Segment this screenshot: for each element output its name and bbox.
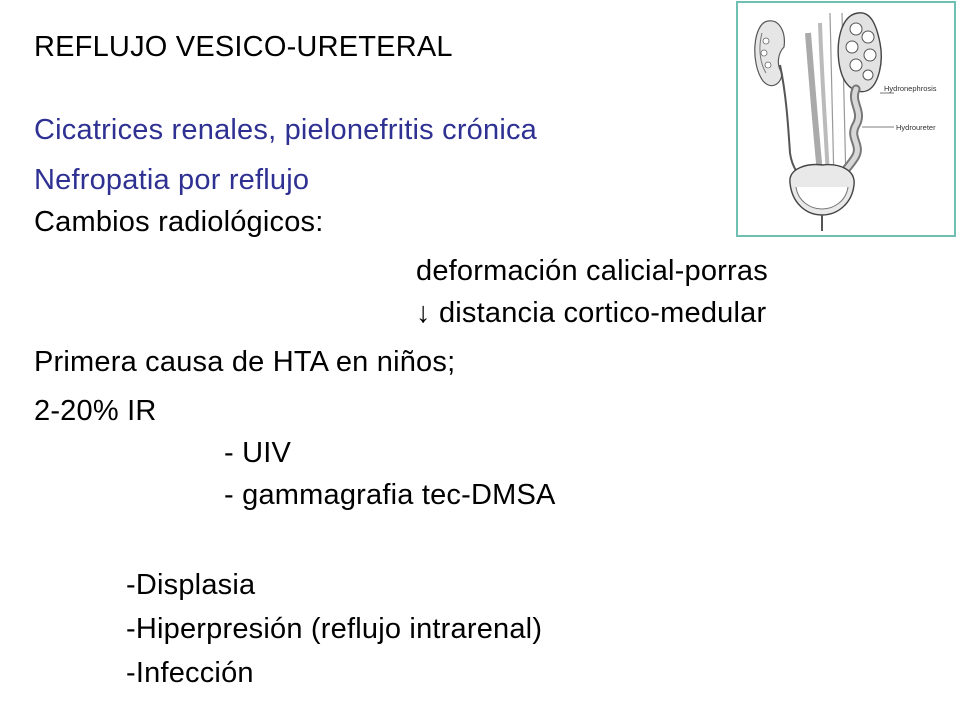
text-line-calyceal-deformation: deformación calicial-porras	[416, 255, 768, 287]
text-line-hyperpressure: -Hiperpresión (reflujo intrarenal)	[126, 613, 543, 645]
label-hydroureter: Hydroureter	[896, 123, 936, 132]
text-line-nephropathy: Nefropatia por reflujo	[34, 164, 310, 196]
text-line-hypertension: Primera causa de HTA en niños;	[34, 346, 456, 378]
text-line-dysplasia: -Displasia	[126, 569, 256, 601]
text-line-renal-failure: 2-20% IR	[34, 395, 157, 427]
text-line-cortico-medullary: ↓ distancia cortico-medular	[416, 297, 767, 329]
text-line-uiv: - UIV	[224, 437, 292, 469]
text-line-radiologic-changes: Cambios radiológicos:	[34, 206, 324, 238]
urinary-tract-drawing	[738, 3, 954, 235]
text-line-infection: -Infección	[126, 657, 254, 689]
left-kidney	[755, 21, 785, 86]
slide-title: REFLUJO VESICO-URETERAL	[34, 31, 453, 63]
left-ureter	[780, 65, 808, 183]
label-hydronephrosis: Hydronephrosis	[884, 84, 937, 93]
text-line-scarring: Cicatrices renales, pielonefritis crónica	[34, 114, 538, 146]
hydronephrosis-illustration	[736, 1, 956, 237]
text-line-dmsa: - gammagrafia tec-DMSA	[224, 479, 556, 511]
